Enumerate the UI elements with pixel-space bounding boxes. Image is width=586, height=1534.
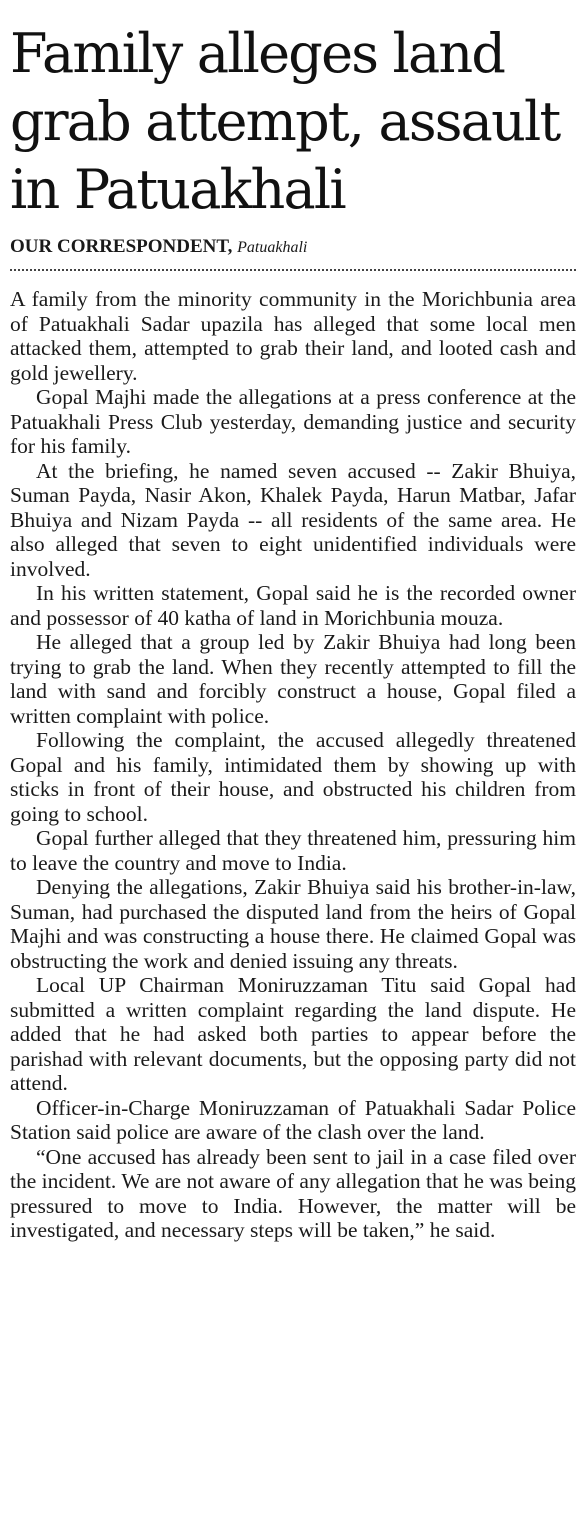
paragraph-10: Officer-in-Charge Moniruzzaman of Patuakhali Sadar Police Station said police are aware of the clash over the land. <box>10 1095 576 1144</box>
paragraph-3: At the briefing, he named seven accused -- Zakir Bhuiya, Suman Payda, Nasir Akon, Khalek Payda, Harun Matbar, Jafar Bhuiya and Nizam Payda -- all residents of the same area. He also alleged that seven to eight unidentified individuals were involved. <box>10 458 576 581</box>
paragraph-7: Gopal further alleged that they threatened him, pressuring him to leave the country and move to India. <box>10 826 576 875</box>
paragraph-6: Following the complaint, the accused allegedly threatened Gopal and his family, intimidated them by showing up with sticks in front of their house, and obstructed his children from going to school. <box>10 728 576 826</box>
paragraph-8: Denying the allegations, Zakir Bhuiya said his brother-in-law, Suman, had purchased the disputed land from the heirs of Gopal Majhi and was constructing a house there. He claimed Gopal was obstructing the work and denied issuing any threats. <box>10 875 576 973</box>
byline-location: Patuakhali <box>237 239 308 256</box>
paragraph-4: In his written statement, Gopal said he is the recorded owner and possessor of 40 katha of land in Morichbunia mouza. <box>10 581 576 630</box>
dotted-divider <box>10 269 576 271</box>
article-body <box>10 287 576 1243</box>
paragraph-1: A family from the minority community in the Morichbunia area of Patuakhali Sadar upazila has alleged that some local men attacked them, attempted to grab their land, and looted cash and gold jewellery. <box>10 287 576 385</box>
paragraph-2: Gopal Majhi made the allegations at a press conference at the Patuakhali Press Club yesterday, demanding justice and security for his family. <box>10 385 576 458</box>
paragraph-11: “One accused has already been sent to jail in a case filed over the incident. We are not aware of any allegation that he was being pressured to move to India. However, the matter will be investigated, and necessary steps will be taken,” he said. <box>10 1144 576 1242</box>
paragraph-5: He alleged that a group led by Zakir Bhuiya had long been trying to grab the land. When they recently attempted to fill the land with sand and forcibly construct a house, Gopal filed a written complaint with police. <box>10 630 576 728</box>
headline: Family alleges land grab attempt, assault in Patuakhali <box>10 22 560 221</box>
paragraph-9: Local UP Chairman Moniruzzaman Titu said Gopal had submitted a written complaint regarding the land dispute. He added that he had asked both parties to appear before the parishad with relevant documents, but the opposing party did not attend. <box>10 973 576 1095</box>
news-article <box>10 20 576 1243</box>
byline <box>10 236 576 259</box>
byline-author: OUR CORRESPONDENT, <box>10 236 233 257</box>
